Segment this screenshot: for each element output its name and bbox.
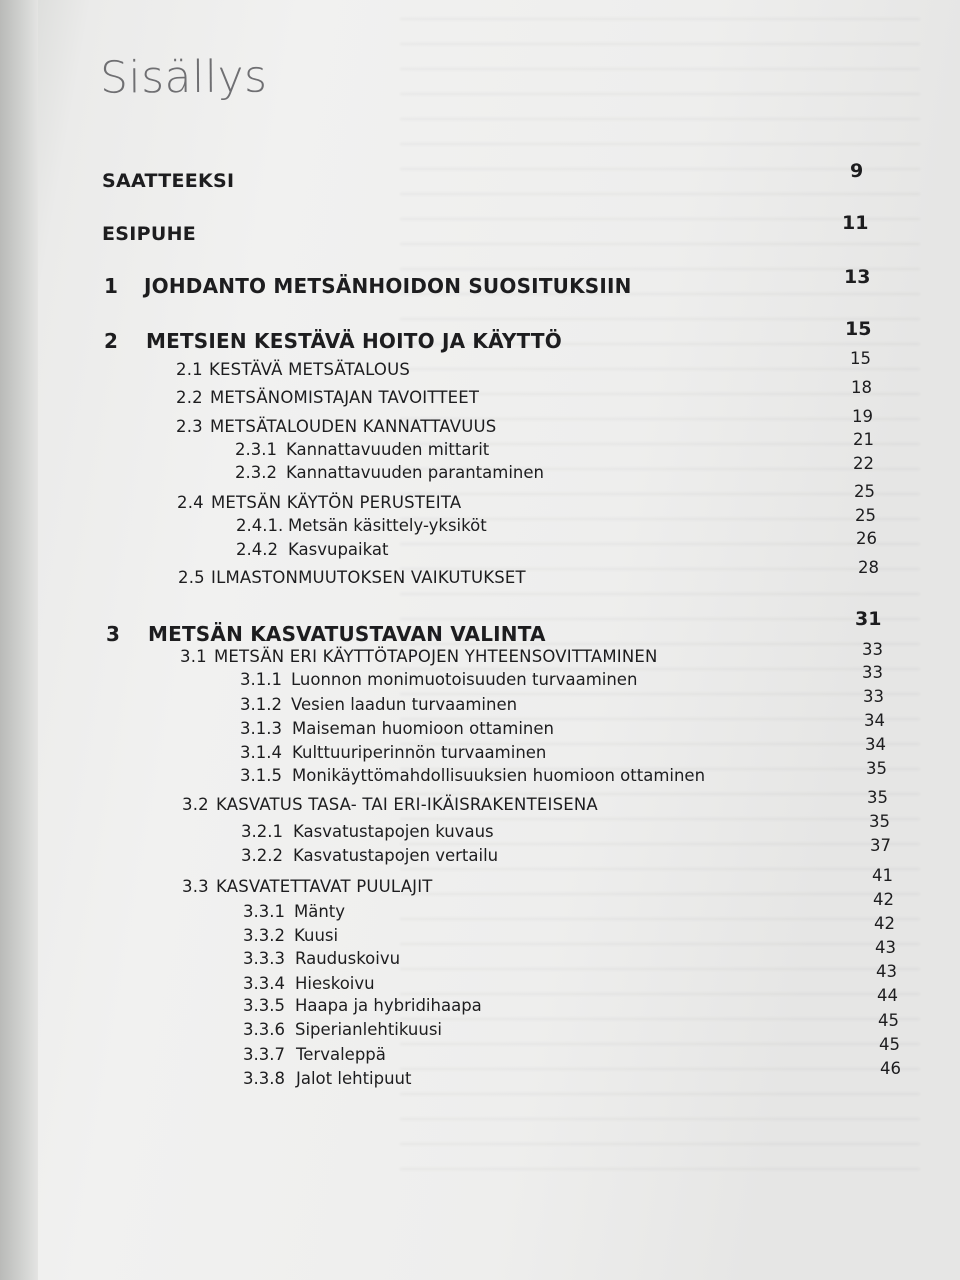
toc-entry-label: Metsän käsittely-yksiköt [288, 516, 487, 535]
toc-entry-label: SAATTEEKSI [102, 170, 235, 192]
toc-page-number: 11 [842, 212, 869, 234]
toc-page-number: 46 [880, 1059, 901, 1078]
toc-page-number: 42 [874, 914, 895, 933]
toc-entry-label: METSÄTALOUDEN KANNATTAVUUS [210, 417, 497, 436]
toc-page-number: 35 [869, 812, 890, 831]
toc-page-number: 37 [870, 836, 891, 855]
toc-entry-label: KASVATETTAVAT PUULAJIT [216, 877, 433, 896]
toc-entry-label: KESTÄVÄ METSÄTALOUS [209, 360, 411, 379]
toc-page-number: 43 [876, 962, 897, 981]
toc-page-number: 43 [875, 938, 896, 957]
toc-entry-number: 3 [106, 622, 121, 646]
toc-entry-number: 3.2.2 [241, 846, 283, 865]
toc-page-number: 25 [854, 482, 875, 501]
toc-page-number: 31 [855, 608, 882, 630]
toc-entry-label: METSÄN KÄYTÖN PERUSTEITA [211, 493, 462, 512]
toc-entry-number: 3.1 [180, 647, 207, 666]
toc-entry-number: 3.3.5 [243, 996, 285, 1015]
toc-entry-number: 3.3.6 [243, 1020, 285, 1039]
toc-entry-number: 3.3.4 [243, 974, 285, 993]
toc-entry-label: Monikäyttömahdollisuuksien huomioon ottaminen [292, 766, 706, 785]
toc-entry-label: Kuusi [294, 926, 339, 945]
toc-page-number: 15 [850, 349, 871, 368]
toc-entry-number: 3.1.1 [240, 670, 282, 689]
toc-page-number: 15 [845, 318, 872, 340]
toc-entry-label: METSÄN ERI KÄYTTÖTAPOJEN YHTEENSOVITTAMINEN [214, 647, 658, 666]
toc-entry-label: METSÄN KASVATUSTAVAN VALINTA [148, 622, 546, 646]
toc-entry-number: 2.4.1. [236, 516, 284, 535]
toc-entry-label: Luonnon monimuotoisuuden turvaaminen [291, 670, 638, 689]
toc-page-number: 9 [850, 160, 864, 182]
toc-page-number: 34 [864, 711, 885, 730]
toc-page-number: 35 [866, 759, 887, 778]
toc-entry-number: 2.3.1 [235, 440, 277, 459]
toc-entry-number: 3.3.1 [243, 902, 285, 921]
toc-entry-number: 3.3.8 [243, 1069, 285, 1088]
toc-entry-number: 3.1.2 [240, 695, 282, 714]
toc-page-number: 22 [853, 454, 874, 473]
toc-entry-number: 2.4.2 [236, 540, 278, 559]
toc-entry-number: 3.3.3 [243, 949, 285, 968]
toc-page-number: 44 [877, 986, 898, 1005]
toc-entry-label: Tervaleppä [296, 1045, 386, 1064]
toc-page-number: 45 [878, 1011, 899, 1030]
toc-entry-number: 2.5 [178, 568, 205, 587]
toc-entry-label: Kasvupaikat [288, 540, 389, 559]
toc-entry-label: ESIPUHE [102, 223, 197, 245]
toc-entry-number: 2.1 [176, 360, 203, 379]
toc-entry-label: JOHDANTO METSÄNHOIDON SUOSITUKSIIN [144, 274, 632, 298]
toc-entry-label: Haapa ja hybridihaapa [295, 996, 482, 1015]
toc-entry-label: Hieskoivu [295, 974, 375, 993]
toc-entry-number: 2.3 [176, 417, 203, 436]
toc-page-number: 33 [863, 687, 884, 706]
toc-entry-label: Maiseman huomioon ottaminen [292, 719, 554, 738]
toc-entry-label: ILMASTONMUUTOKSEN VAIKUTUKSET [211, 568, 526, 587]
toc-entry-number: 3.3.2 [243, 926, 285, 945]
toc-entry-label: METSÄNOMISTAJAN TAVOITTEET [210, 388, 480, 407]
toc-entry-number: 3.3 [182, 877, 209, 896]
toc-entry-number: 2.2 [176, 388, 203, 407]
toc-entry-number: 3.1.4 [240, 743, 282, 762]
toc-entry-label: Siperianlehtikuusi [295, 1020, 443, 1039]
toc-page-number: 41 [872, 866, 893, 885]
toc-entry-number: 2.3.2 [235, 463, 277, 482]
toc-entry-label: Kannattavuuden mittarit [286, 440, 490, 459]
toc-page-number: 13 [844, 266, 871, 288]
toc-entry-label: Vesien laadun turvaaminen [291, 695, 518, 714]
toc-entry-number: 3.2 [182, 795, 209, 814]
toc-page-number: 33 [862, 663, 883, 682]
toc-entry-number: 3.2.1 [241, 822, 283, 841]
toc-page-number: 33 [862, 640, 883, 659]
toc-page-number: 35 [867, 788, 888, 807]
toc-page-number: 25 [855, 506, 876, 525]
toc-entry-number: 3.3.7 [243, 1045, 285, 1064]
toc-entry-number: 2 [104, 329, 119, 353]
toc-entry-label: Kulttuuriperinnön turvaaminen [292, 743, 547, 762]
toc-entry-number: 1 [104, 274, 119, 298]
toc-entry-label: Kasvatustapojen vertailu [293, 846, 499, 865]
toc-entry-label: Kannattavuuden parantaminen [286, 463, 544, 482]
toc-page-number: 18 [851, 378, 872, 397]
toc-page-number: 42 [873, 890, 894, 909]
toc-page-number: 34 [865, 735, 886, 754]
toc-entry-label: KASVATUS TASA- TAI ERI-IKÄISRAKENTEISENA [216, 795, 598, 814]
toc-entry-label: Jalot lehtipuut [296, 1069, 412, 1088]
toc-page-number: 26 [856, 529, 877, 548]
toc-entry-number: 3.1.5 [240, 766, 282, 785]
toc-page-number: 19 [852, 407, 873, 426]
toc-entry-number: 2.4 [177, 493, 204, 512]
toc-page-number: 45 [879, 1035, 900, 1054]
toc-entry-number: 3.1.3 [240, 719, 282, 738]
toc-page-number: 21 [853, 430, 874, 449]
toc-entry-label: Kasvatustapojen kuvaus [293, 822, 494, 841]
toc-entry-label: METSIEN KESTÄVÄ HOITO JA KÄYTTÖ [146, 329, 562, 353]
toc-entry-label: Mänty [294, 902, 346, 921]
toc-entry-label: Rauduskoivu [295, 949, 401, 968]
page-title: Sisällys [99, 51, 268, 104]
toc-page-number: 28 [858, 558, 879, 577]
